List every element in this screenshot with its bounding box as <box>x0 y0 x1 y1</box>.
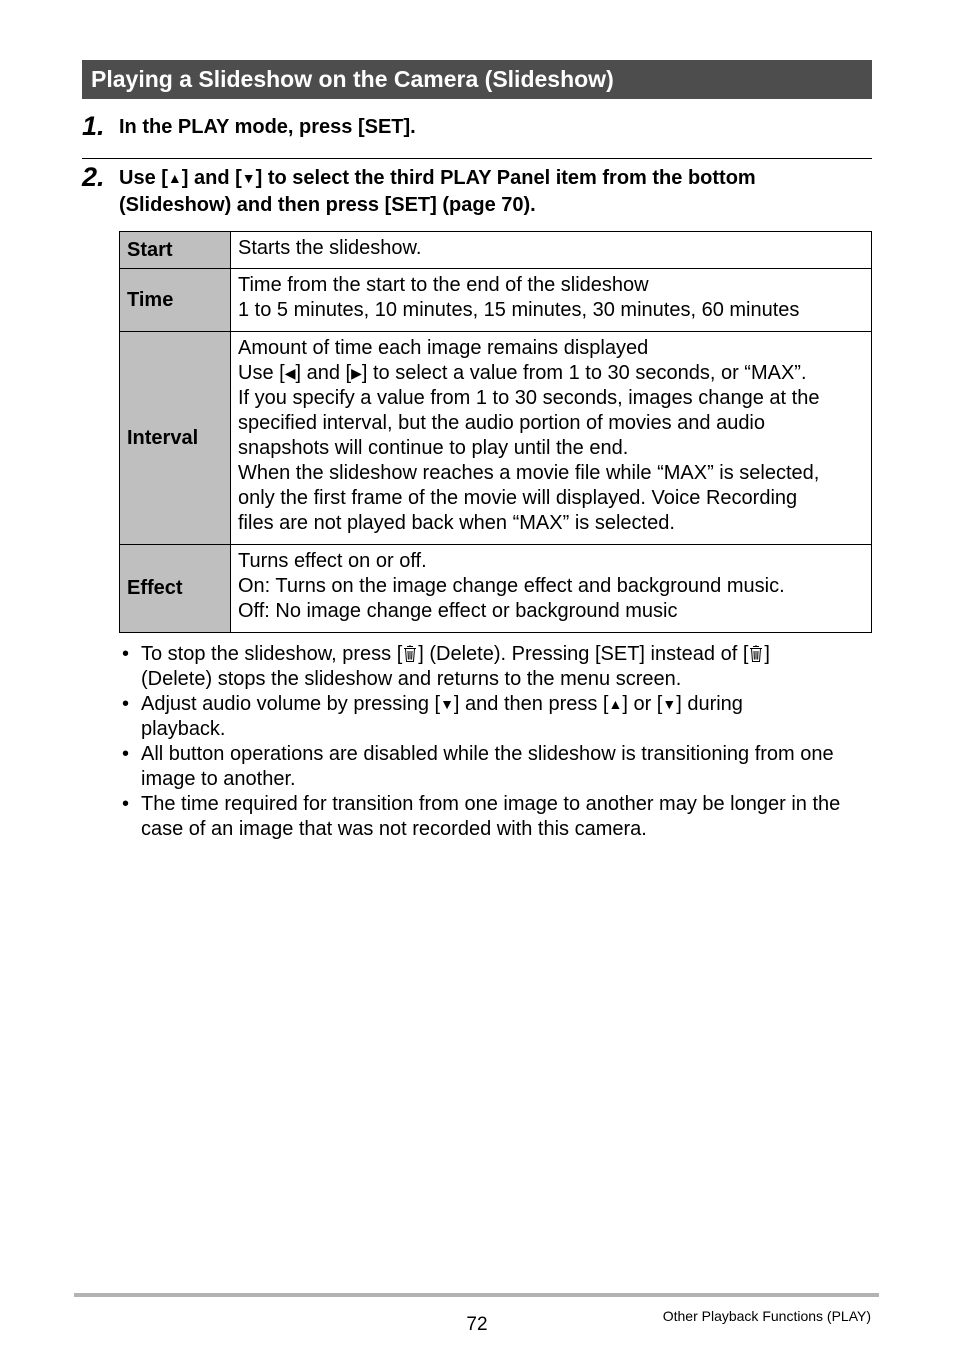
table-row <box>120 545 872 633</box>
row-line: On: Turns on the image change effect and background music. <box>238 575 785 597</box>
table-row <box>120 232 872 269</box>
text: ] (Delete). Pressing [SET] instead of [ <box>418 643 749 665</box>
row-value <box>231 232 872 269</box>
row-value <box>231 332 872 545</box>
down-arrow-icon: ▼ <box>440 696 454 712</box>
row-key: Effect <box>120 545 231 633</box>
row-line: Turns effect on or off. <box>238 550 427 572</box>
down-arrow-icon: ▼ <box>241 170 256 186</box>
note-line: case of an image that was not recorded with this camera. <box>141 818 647 840</box>
row-line: Off: No image change effect or background music <box>238 600 678 622</box>
text: Use [ <box>238 362 285 384</box>
row-line: 1 to 5 minutes, 10 minutes, 15 minutes, 30 minutes, 60 minutes <box>238 299 800 321</box>
step-1 <box>82 112 872 142</box>
page-number: 72 <box>466 1314 488 1335</box>
list-item <box>119 792 879 842</box>
note-line <box>141 642 879 667</box>
bullet-dot: • <box>122 643 130 665</box>
row-line: snapshots will continue to play until the end. <box>238 437 629 459</box>
row-key: Time <box>120 269 231 332</box>
slideshow-settings-table <box>119 231 872 633</box>
up-arrow-icon: ▲ <box>608 696 623 712</box>
row-line: specified interval, but the audio portion of movies and audio <box>238 412 766 434</box>
text: ] and then press [ <box>453 693 609 715</box>
note-line: The time required for transition from one image to another may be longer in the <box>141 793 841 815</box>
note-line: image to another. <box>141 768 296 790</box>
row-line: Amount of time each image remains displayed <box>238 337 649 359</box>
row-line: Starts the slideshow. <box>238 237 422 259</box>
row-value <box>231 545 872 633</box>
text: Adjust audio volume by pressing [ <box>141 693 441 715</box>
row-line: When the slideshow reaches a movie file while “MAX” is selected, <box>238 462 820 484</box>
notes-list <box>119 642 879 842</box>
row-line <box>238 361 864 386</box>
step-text <box>119 165 872 219</box>
step-number: 1. <box>82 111 105 141</box>
text: ] to select the third PLAY Panel item from the bottom <box>255 167 756 189</box>
footer-divider <box>74 1293 879 1297</box>
text: ] <box>764 643 770 665</box>
divider <box>82 158 872 159</box>
step-number: 2. <box>82 162 105 192</box>
row-line: If you specify a value from 1 to 30 seconds, images change at the <box>238 387 820 409</box>
step-2 <box>82 163 872 223</box>
list-item <box>119 642 879 692</box>
list-item <box>119 692 879 742</box>
right-arrow-icon: ▶ <box>351 365 362 381</box>
step-text: In the PLAY mode, press [SET]. <box>119 116 416 138</box>
down-arrow-icon: ▼ <box>662 696 677 712</box>
table-row <box>120 269 872 332</box>
text: ] or [ <box>622 693 663 715</box>
text: ] to select a value from 1 to 30 seconds, or “MAX”. <box>361 362 807 384</box>
bullet-dot: • <box>122 743 130 765</box>
step-text-line: (Slideshow) and then press [SET] (page 70). <box>119 194 536 216</box>
note-line: All button operations are disabled while the slideshow is transitioning from one <box>141 743 834 765</box>
table-row <box>120 332 872 545</box>
row-line: files are not played back when “MAX” is selected. <box>238 512 675 534</box>
note-line <box>141 692 879 717</box>
list-item <box>119 742 879 792</box>
row-key: Interval <box>120 332 231 545</box>
text: ] and [ <box>181 167 242 189</box>
text: ] during <box>676 693 743 715</box>
row-value <box>231 269 872 332</box>
row-line: only the first frame of the movie will displayed. Voice Recording <box>238 487 798 509</box>
left-arrow-icon: ◀ <box>284 365 296 381</box>
up-arrow-icon: ▲ <box>167 170 182 186</box>
step-text-line <box>119 165 872 192</box>
chapter-title: Other Playback Functions (PLAY) <box>662 1308 871 1324</box>
note-line: playback. <box>141 718 226 740</box>
bullet-dot: • <box>122 793 130 815</box>
row-line: Time from the start to the end of the slideshow <box>238 274 649 296</box>
trash-icon <box>748 644 764 663</box>
text: Use [ <box>119 167 168 189</box>
note-line: (Delete) stops the slideshow and returns to the menu screen. <box>141 668 682 690</box>
row-key: Start <box>120 232 231 269</box>
bullet-dot: • <box>122 693 130 715</box>
text: ] and [ <box>295 362 352 384</box>
section-title: Playing a Slideshow on the Camera (Slideshow) <box>82 60 872 99</box>
text: To stop the slideshow, press [ <box>141 643 403 665</box>
trash-icon <box>402 644 418 663</box>
